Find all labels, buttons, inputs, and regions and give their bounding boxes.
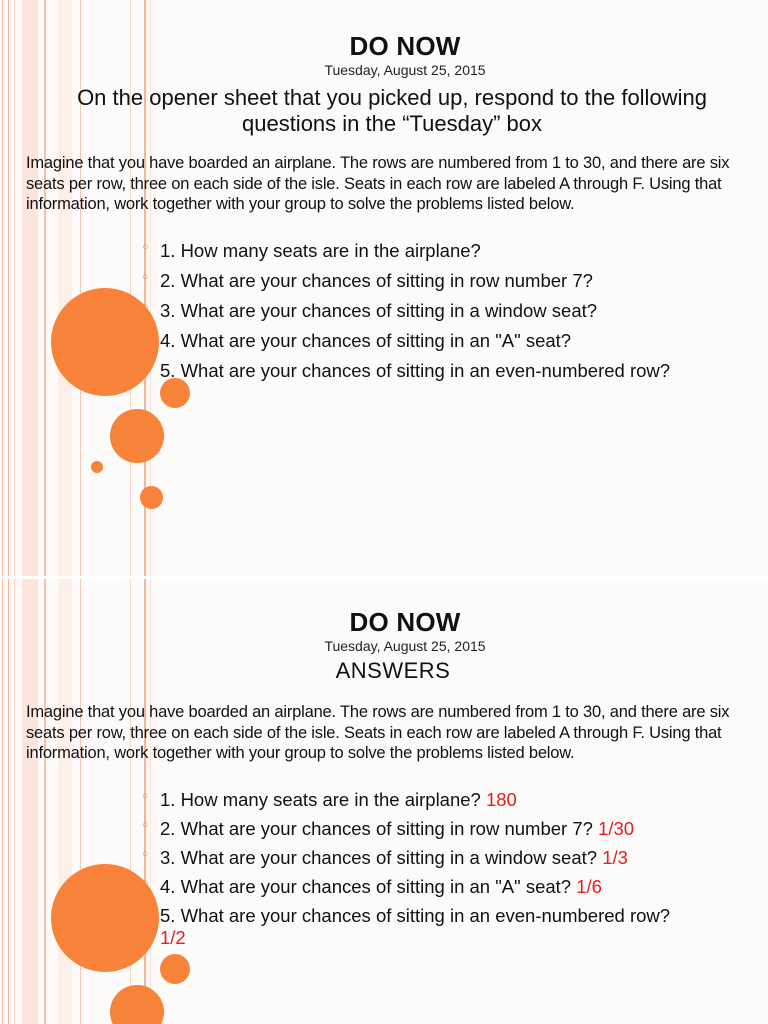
question-item (142, 905, 700, 949)
question-text: 5. What are your chances of sitting in an even-numbered row? (160, 360, 671, 381)
decorative-circle-medium (110, 985, 164, 1024)
question-text: 1. How many seats are in the airplane? (160, 789, 481, 810)
question-item (142, 876, 762, 898)
answer-value: 1/3 (602, 847, 628, 868)
slide-title: DO NOW (349, 31, 461, 61)
question-item (142, 789, 762, 811)
decorative-stripe (2, 0, 3, 579)
question-text: 5. What are your chances of sitting in an even-numbered row? (160, 905, 671, 926)
question-item (142, 300, 762, 322)
slide-date: Tuesday, August 25, 2015 (324, 62, 486, 78)
ring-bullet-icon: ○ (142, 241, 149, 253)
ring-bullet-icon: ○ (142, 848, 149, 860)
question-text: 4. What are your chances of sitting in an "A" seat? (160, 330, 572, 351)
subtitle-line: On the opener sheet that you picked up, respond to the following (77, 85, 707, 110)
decorative-stripe (8, 0, 9, 579)
answer-value: 1/6 (576, 876, 602, 897)
slide-date: Tuesday, August 25, 2015 (324, 638, 486, 654)
question-text: 3. What are your chances of sitting in a window seat? (160, 300, 598, 321)
decorative-circle-small (160, 954, 190, 984)
ring-bullet-icon: ○ (142, 790, 149, 802)
question-item (142, 818, 762, 840)
decorative-circle-small (140, 486, 163, 509)
decorative-circle-small (160, 378, 190, 408)
question-item (142, 330, 762, 352)
decorative-circle-tiny (91, 461, 103, 473)
subtitle-line: questions in the “Tuesday” box (241, 111, 543, 136)
question-item (142, 270, 762, 292)
question-item (142, 360, 762, 382)
question-item (142, 847, 762, 869)
answer-list (142, 789, 762, 949)
ring-bullet-icon: ○ (142, 361, 149, 373)
problem-intro: Imagine that you have boarded an airplane. The rows are numbered from 1 to 30, and there are six seats per row, three on each side of the isle. Seats in each row are labeled A through F. Using that information, work together with your group to solve the problems listed below. (26, 154, 730, 213)
answer-value: 1/2 (160, 927, 186, 948)
question-text: 1. How many seats are in the airplane? (160, 240, 481, 261)
ring-bullet-icon: ○ (142, 906, 149, 918)
question-item (142, 240, 762, 262)
question-text: 3. What are your chances of sitting in a window seat? (160, 847, 598, 868)
decorative-circle-medium (110, 409, 164, 463)
answer-value: 1/30 (598, 818, 635, 839)
ring-bullet-icon: ○ (142, 331, 149, 343)
slide-title: DO NOW (349, 607, 461, 637)
problem-intro: Imagine that you have boarded an airplane. The rows are numbered from 1 to 30, and there are six seats per row, three on each side of the isle. Seats in each row are labeled A through F. Using that information, work together with your group to solve the problems listed below. (26, 703, 730, 762)
answer-value: 180 (485, 789, 517, 810)
question-text: 2. What are your chances of sitting in row number 7? (160, 270, 593, 291)
question-list (142, 240, 762, 382)
ring-bullet-icon: ○ (142, 819, 149, 831)
ring-bullet-icon: ○ (142, 877, 149, 889)
slide-subtitle (20, 85, 764, 137)
question-text: 2. What are your chances of sitting in row number 7? (160, 818, 593, 839)
ring-bullet-icon: ○ (142, 301, 149, 313)
question-text: 4. What are your chances of sitting in an "A" seat? (160, 876, 572, 897)
slide-2 (0, 579, 768, 1024)
ring-bullet-icon: ○ (142, 271, 149, 283)
decorative-stripe (14, 0, 15, 579)
answers-heading: ANSWERS (335, 658, 451, 683)
